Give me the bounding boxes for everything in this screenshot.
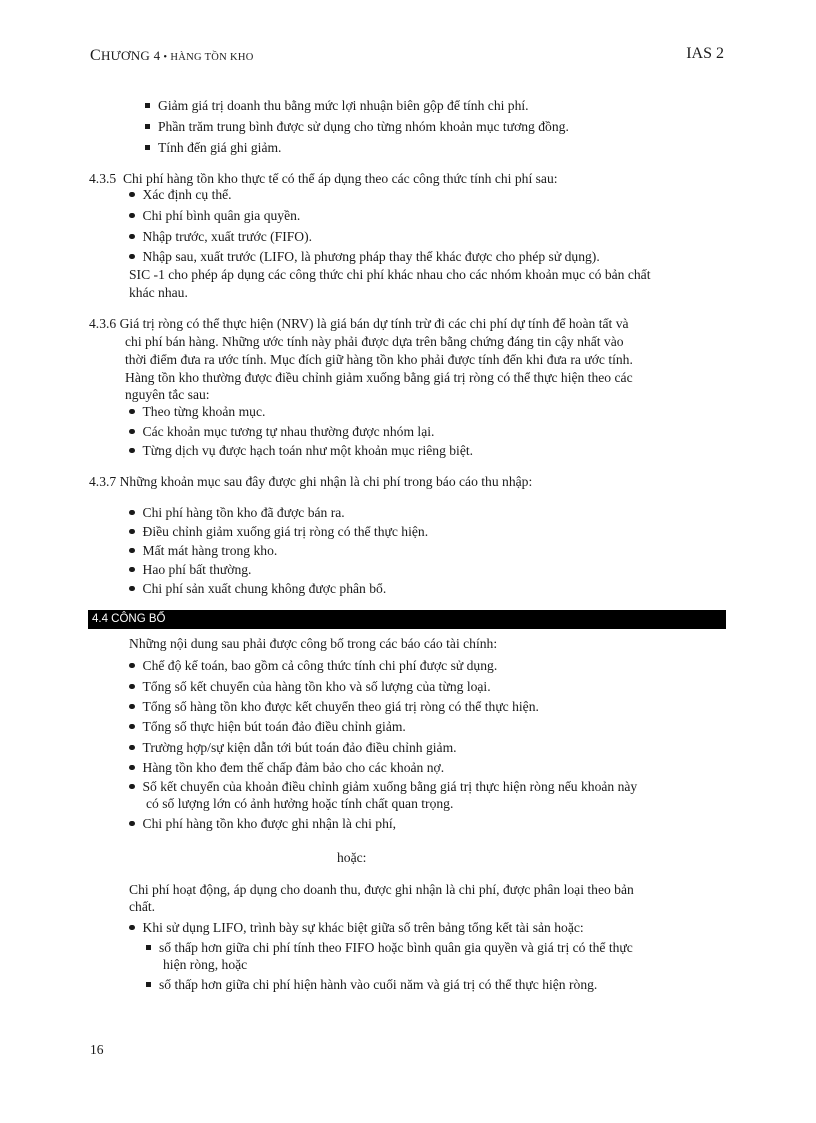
list-item: Chi phí bình quân gia quyền. (129, 206, 300, 226)
list-item: Các khoản mục tương tự nhau thường được nhóm lại. (129, 422, 434, 442)
note-line: SIC -1 cho phép áp dụng các công thức chi phí khác nhau cho các nhóm khoản mục có bản chất (129, 267, 651, 282)
list-item: Điều chỉnh giảm xuống giá trị ròng có thể thực hiện. (129, 522, 428, 542)
section-heading-4-4: 4.4 CÔNG BỐ (88, 610, 726, 629)
bullet-icon (129, 784, 135, 790)
paragraph-line: nguyên tắc sau: (125, 387, 210, 402)
bullet-icon (129, 192, 135, 198)
square-bullet-icon (145, 124, 150, 129)
bullet-icon (129, 429, 135, 435)
bullet-icon (129, 586, 135, 592)
list-item: Từng dịch vụ được hạch toán như một khoản mục riêng biệt. (129, 441, 473, 461)
list-item: Chi phí hàng tồn kho đã được bán ra. (129, 503, 345, 523)
note-line: khác nhau. (129, 285, 188, 300)
sub-list-item: số thấp hơn giữa chi phí tính theo FIFO hoặc bình quân gia quyền và giá trị có thể thực (146, 938, 633, 958)
paragraph-line: chất. (129, 899, 156, 914)
bullet-icon (129, 254, 135, 260)
bullet-icon (129, 448, 135, 454)
paragraph-line: chi phí bán hàng. Những ước tính này phải được dựa trên bằng chứng đáng tin cậy nhất vào (125, 334, 624, 349)
list-item: Xác định cụ thể. (129, 185, 232, 205)
list-item: Tổng số kết chuyển của hàng tồn kho và số lượng của từng loại. (129, 677, 491, 697)
bullet-icon (129, 510, 135, 516)
bullet-icon (129, 724, 135, 730)
page-number: 16 (90, 1042, 104, 1057)
list-item: Nhập sau, xuất trước (LIFO, là phương pháp thay thế khác được cho phép sử dụng). (129, 247, 600, 267)
section-4-3-5-intro: 4.3.5 Chi phí hàng tồn kho thực tế có thể áp dụng theo các công thức tính chi phí sau: (89, 171, 558, 186)
list-item: Tổng số hàng tồn kho được kết chuyển theo giá trị ròng có thể thực hiện. (129, 697, 539, 717)
section-4-3-6-text: 4.3.6 Giá trị ròng có thể thực hiện (NRV) là giá bán dự tính trừ đi các chi phí dự tính để hoàn tất và (89, 316, 629, 331)
square-bullet-icon (146, 982, 151, 987)
running-header-standard: IAS 2 (686, 45, 724, 62)
list-item: Giảm giá trị doanh thu bằng mức lợi nhuận biên gộp để tính chi phí. (145, 96, 529, 116)
bullet-icon (129, 234, 135, 240)
bullet-icon (129, 663, 135, 669)
square-bullet-icon (145, 103, 150, 108)
list-item: Chi phí hàng tồn kho được ghi nhận là chi phí, (129, 814, 396, 834)
running-header-chapter: CHƯƠNG 4 • HÀNG TỒN KHO (90, 47, 254, 64)
list-item: Khi sử dụng LIFO, trình bày sự khác biệt giữa số trên bảng tổng kết tài sản hoặc: (129, 918, 584, 938)
square-bullet-icon (145, 145, 150, 150)
list-item: Tính đến giá ghi giảm. (145, 138, 281, 158)
or-text: hoặc: (337, 850, 367, 865)
bullet-icon (129, 684, 135, 690)
bullet-icon (129, 704, 135, 710)
bullet-icon (129, 765, 135, 771)
bullet-icon (129, 925, 135, 931)
square-bullet-icon (146, 945, 151, 950)
paragraph-line: Hàng tồn kho thường được điều chỉnh giảm xuống bằng giá trị ròng có thể thực hiện theo các (125, 370, 633, 385)
list-item: Theo từng khoản mục. (129, 402, 265, 422)
list-item-continuation: có số lượng lớn có ảnh hưởng hoặc tính chất quan trọng. (146, 796, 454, 811)
paragraph-line: Chi phí hoạt động, áp dụng cho doanh thu, được ghi nhận là chi phí, được phân loại theo bản (129, 882, 634, 897)
list-item: Số kết chuyển của khoản điều chỉnh giảm xuống bằng giá trị thực hiện ròng nếu khoản này (129, 777, 637, 797)
list-item: Mất mát hàng trong kho. (129, 541, 277, 561)
list-item: Nhập trước, xuất trước (FIFO). (129, 227, 312, 247)
list-item: Tổng số thực hiện bút toán đảo điều chỉnh giảm. (129, 717, 406, 737)
list-item: Hao phí bất thường. (129, 560, 251, 580)
section-4-4-intro: Những nội dung sau phải được công bố trong các báo cáo tài chính: (129, 636, 498, 651)
list-item: Chế độ kế toán, bao gồm cả công thức tính chi phí được sử dụng. (129, 656, 497, 676)
list-item: Hàng tồn kho đem thế chấp đảm bảo cho các khoản nợ. (129, 758, 444, 778)
paragraph-line: thời điểm đưa ra ước tính. Mục đích giữ hàng tồn kho phải được tính đến khi đưa ra ước tính. (125, 352, 633, 367)
sub-list-item: số thấp hơn giữa chi phí hiện hành vào cuối năm và giá trị có thể thực hiện ròng. (146, 975, 597, 995)
bullet-icon (129, 745, 135, 751)
sub-list-item-continuation: hiện ròng, hoặc (163, 957, 248, 972)
bullet-icon (129, 548, 135, 554)
list-item: Trường hợp/sự kiện dẫn tới bút toán đảo điều chỉnh giảm. (129, 738, 457, 758)
bullet-icon (129, 529, 135, 535)
bullet-icon (129, 409, 135, 415)
bullet-icon (129, 213, 135, 219)
bullet-icon (129, 821, 135, 827)
section-4-3-7-intro: 4.3.7 Những khoản mục sau đây được ghi nhận là chi phí trong báo cáo thu nhập: (89, 474, 533, 489)
bullet-icon (129, 567, 135, 573)
list-item: Chi phí sản xuất chung không được phân bổ. (129, 579, 386, 599)
list-item: Phần trăm trung bình được sử dụng cho từng nhóm khoản mục tương đồng. (145, 117, 569, 137)
